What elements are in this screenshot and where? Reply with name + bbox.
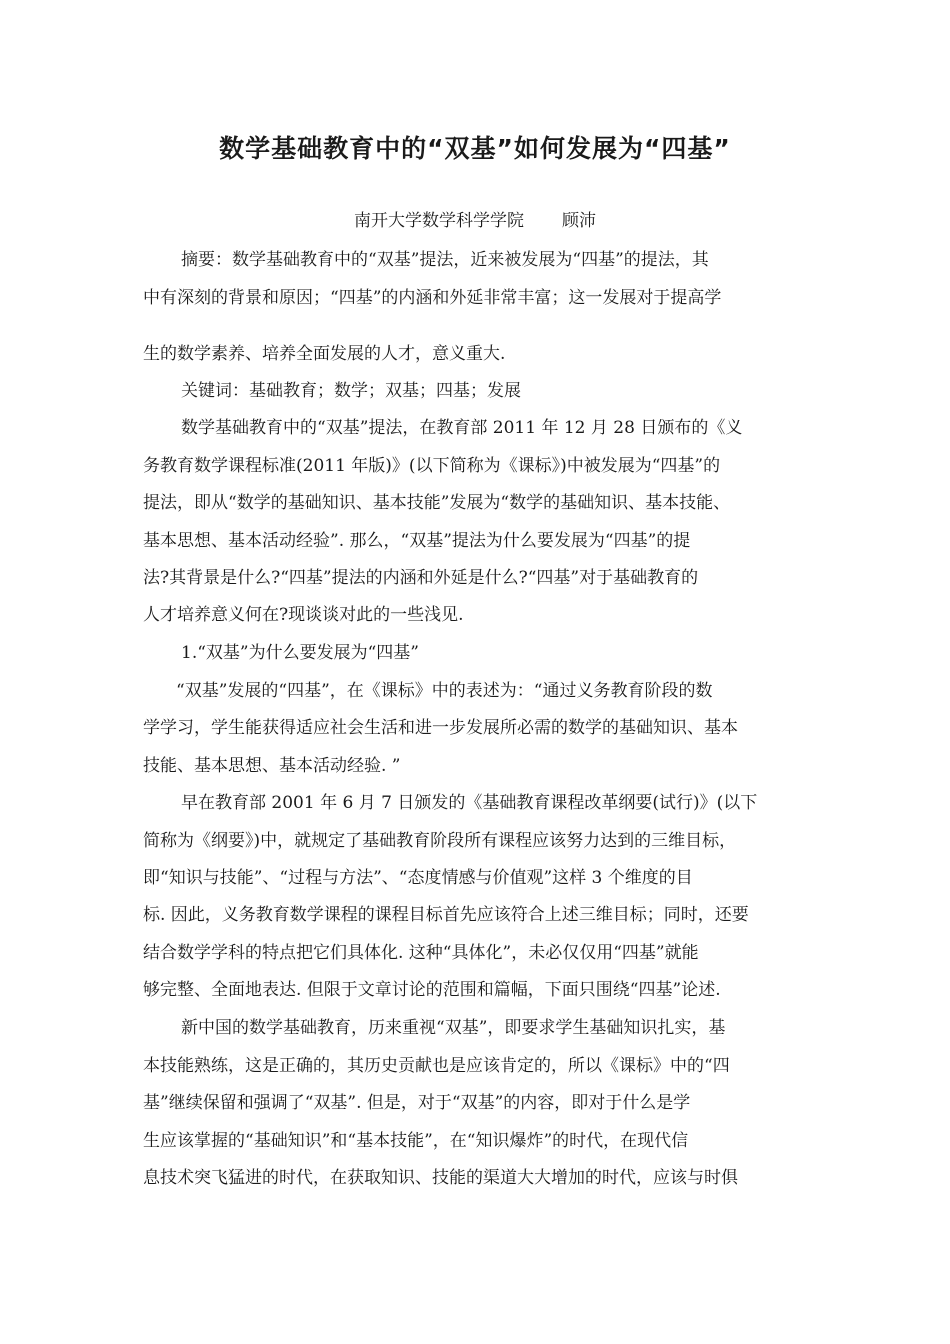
body-line: 本技能熟练，这是正确的，其历史贡献也是应该肯定的，所以《课标》中的“四 bbox=[143, 1056, 730, 1076]
body-line: 数学基础教育中的“双基”提法，在教育部 2011 年 12 月 28 日颁布的《义 bbox=[181, 418, 743, 438]
body-line: “双基”发展的“四基”，在《课标》中的表述为：“通过义务教育阶段的数 bbox=[176, 681, 713, 701]
body-line: 基本思想、基本活动经验”. 那么，“双基”提法为什么要发展为“四基”的提 bbox=[143, 531, 691, 551]
body-line: 简称为《纲要》)中，就规定了基础教育阶段所有课程应该努力达到的三维目标， bbox=[143, 831, 737, 851]
article-title: 数学基础教育中的“双基”如何发展为“四基” bbox=[219, 134, 731, 163]
body-line: 够完整、全面地表达. 但限于文章讨论的范围和篇幅，下面只围绕“四基”论述. bbox=[143, 980, 721, 1000]
body-line: 务教育数学课程标准(2011 年版)》(以下简称为《课标》)中被发展为“四基”的 bbox=[143, 456, 721, 476]
abstract-line: 生的数学素养、培养全面发展的人才，意义重大. bbox=[143, 344, 506, 364]
affiliation: 南开大学数学科学学院 bbox=[354, 211, 524, 231]
section-heading: 1.“双基”为什么要发展为“四基” bbox=[181, 643, 419, 663]
body-line: 技能、基本思想、基本活动经验. ” bbox=[143, 756, 401, 776]
abstract-line: 中有深刻的背景和原因；“四基”的内涵和外延非常丰富；这一发展对于提高学 bbox=[143, 288, 722, 308]
author-name: 顾沛 bbox=[562, 211, 596, 231]
body-line: 提法，即从“数学的基础知识、基本技能”发展为“数学的基础知识、基本技能、 bbox=[143, 493, 731, 513]
body-line: 人才培养意义何在?现谈谈对此的一些浅见. bbox=[143, 605, 464, 625]
body-line: 学学习，学生能获得适应社会生活和进一步发展所必需的数学的基础知识、基本 bbox=[143, 718, 738, 738]
body-line: 新中国的数学基础教育，历来重视“双基”，即要求学生基础知识扎实，基 bbox=[181, 1018, 726, 1038]
body-line: 标. 因此，义务教育数学课程的课程目标首先应该符合上述三维目标；同时，还要 bbox=[143, 905, 749, 925]
body-line: 法?其背景是什么?“四基”提法的内涵和外延是什么?“四基”对于基础教育的 bbox=[143, 568, 699, 588]
body-line: 即“知识与技能”、“过程与方法”、“态度情感与价值观”这样 3 个维度的目 bbox=[143, 868, 693, 888]
keywords: 关键词：基础教育；数学；双基；四基；发展 bbox=[181, 381, 521, 401]
abstract-line: 摘要：数学基础教育中的“双基”提法，近来被发展为“四基”的提法，其 bbox=[181, 250, 709, 270]
author-line bbox=[0, 208, 950, 234]
body-line: 结合数学学科的特点把它们具体化. 这种“具体化”，未必仅仅用“四基”就能 bbox=[143, 943, 699, 963]
body-line: 基”继续保留和强调了“双基”. 但是，对于“双基”的内容，即对于什么是学 bbox=[143, 1093, 691, 1113]
body-line: 息技术突飞猛进的时代，在获取知识、技能的渠道大大增加的时代，应该与时俱 bbox=[143, 1168, 738, 1188]
body-line: 生应该掌握的“基础知识”和“基本技能”，在“知识爆炸”的时代，在现代信 bbox=[143, 1131, 689, 1151]
body-line: 早在教育部 2001 年 6 月 7 日颁发的《基础教育课程改革纲要(试行)》(以下 bbox=[181, 793, 758, 813]
